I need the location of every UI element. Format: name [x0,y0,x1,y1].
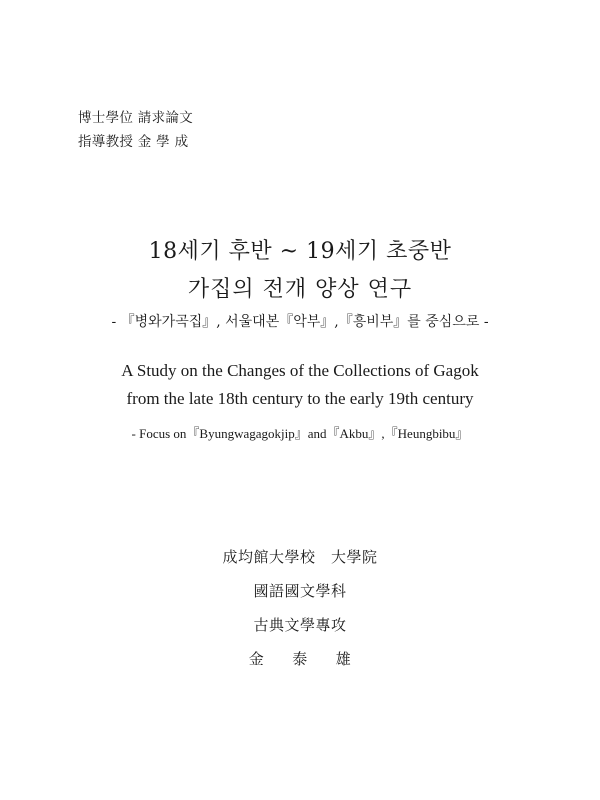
major-name: 古典文學專攻 [253,616,347,634]
english-title-line-2: from the late 18th century to the early 19th century [126,389,474,408]
advisor-line: 指導教授 金 學 成 [78,134,189,150]
korean-title-line-1: 18세기 후반 ~ 19세기 초중반 [148,239,452,264]
department-name: 國語國文學科 [253,582,347,600]
author-char-1: 金 [248,650,265,668]
english-subtitle: - Focus on『Byungwagagokjip』and『Akbu』,『Heungbibu』 [131,426,469,441]
university-name: 成均館大學校 大學院 [222,548,378,566]
korean-title-line-2: 가집의 전개 양상 연구 [187,277,413,302]
author-name [0,648,600,669]
english-title-line-1: A Study on the Changes of the Collections of Gagok [121,361,479,380]
author-char-2: 泰 [292,650,308,668]
korean-subtitle: - 『병와가곡집』, 서울대본『악부』,『흥비부』를 중심으로 - [111,314,489,330]
author-char-3: 雄 [335,650,352,668]
degree-line: 博士學位 請求論文 [78,110,193,126]
